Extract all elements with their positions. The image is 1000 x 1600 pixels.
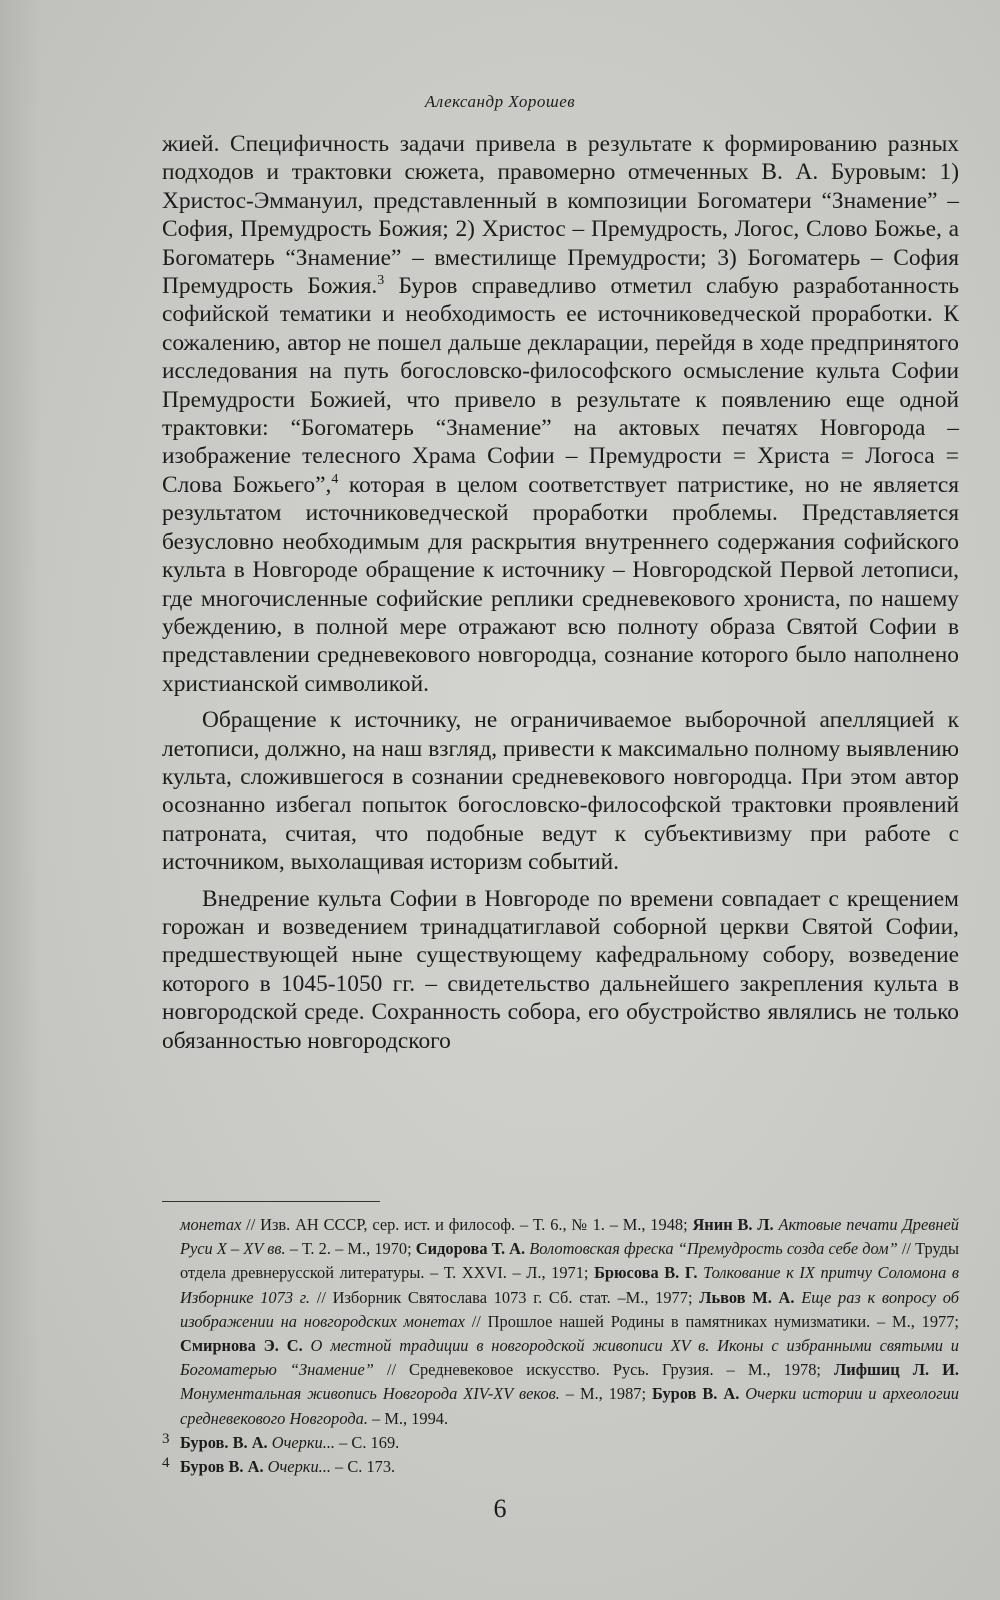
footnote-number: 4 bbox=[162, 1455, 170, 1472]
footnotes bbox=[162, 1213, 960, 1479]
page-gutter-shadow bbox=[0, 0, 40, 1600]
paragraph-3: Внедрение культа Софии в Новгороде по времени совпадает с крещением горожан и возведением тринадцатиглавой соборной церкви Святой Софии, предшествующей ныне существующему кафедральному собору, возведение которого в 1045-1050 гг. – свидетельство дальнейшего закрепления культа в новгородской среде. Сохранность собора, его обустройство являлись не только обязанностью новгородского bbox=[162, 885, 959, 1054]
footnote-number: 3 bbox=[162, 1430, 170, 1447]
footnote-4: 4 Буров В. А. Очерки... – С. 173. bbox=[180, 1455, 959, 1479]
footnote-ref-4: 4 bbox=[331, 472, 339, 488]
footnote-3: 3 Буров. В. А. Очерки... – С. 169. bbox=[180, 1431, 959, 1455]
main-text bbox=[162, 130, 959, 1063]
footnote-2-continuation: монетах // Изв. АН СССР, сер. ист. и философ. – Т. 6., № 1. – М., 1948; Янин В. Л. Актовые печати Древней Руси X – XV вв. – Т. 2. – М., 1970; Сидорова Т. А. Волотовская фреска “Премудрость созда себе дом” // Труды отдела древнерусской литературы. – Т. XXVI. – Л., 1971; Брюсова В. Г. Толкование к IX притчу Соломона в Изборнике 1073 г. // Изборник Святослава 1073 г. Сб. стат. –М., 1977; Львов М. А. Еще раз к вопросу об изображении на новгородских монетах // Прошлое нашей Родины в памятниках нумизматики. – М., 1977; Смирнова Э. С. О местной традиции в новгородской живописи XV в. Иконы с избранными святыми и Богоматерью “Знамение” // Средневековое искусство. Русь. Грузия. – М., 1978; Лифшиц Л. И. Монументальная живопись Новгорода XIV-XV веков. – М., 1987; Буров В. А. Очерки истории и археологии средневекового Новгорода. – М., 1994. bbox=[180, 1215, 960, 1428]
footnote-ref-3: 3 bbox=[377, 273, 385, 289]
running-header: Александр Хорошев bbox=[424, 92, 576, 111]
paragraph-1: жией. Специфичность задачи привела в результате к формированию разных подходов и трактовки сюжета, правомерно отмеченных В. А. Буровым: 1) Христос-Эммануил, представленный в композиции Богоматери “Знамение” – София, Премудрость Божия; 2) Христос – Премудрость, Логос, Слово Божье, а Богоматерь “Знамение” – вместилище Премудрости; 3) Богоматерь – София Премудрость Божия.$^3$ Буров справедливо отметил слабую разработанность софийской тематики и необходимость ее источниковедческой проработки. К сожалению, автор не пошел дальше декларации, перейдя в ходе предпринятого исследования на путь богословско-философского осмысление культа Софии Премудрости Божией, что привело в результате к появлению еще одной трактовки: “Богоматерь “Знамение” на актовых печатях Новгорода – изображение телесного Храма Софии – Премудрости = Христа = Логоса = Слова Божьего”,$^4$ которая в целом соответствует патристике, но не является результатом источниковедческой проработки проблемы. Представляется безусловно необходимым для раскрытия внутреннего содержания софийского культа в Новгороде обращение к источнику – Новгородской Первой летописи, где многочисленные софийские реплики средневекового хрониста, по нашему убеждению, в полной мере отражают всю полноту образа Святой Софии в представлении средневекового новгородца, сознание которого было наполнено христианской символикой. bbox=[162, 131, 960, 697]
page-number: 6 bbox=[493, 1494, 507, 1523]
footnote-separator bbox=[162, 1201, 380, 1202]
paragraph-2: Обращение к источнику, не ограничиваемое выборочной апелляцией к летописи, должно, на наш взгляд, привести к максимально полному выявлению культа, сложившегося в сознании средневекового новгородца. При этом автор осознанно избегал попыток богословско-философской трактовки проявлений патроната, считая, что подобные ведут к субъективизму при работе с источником, выхолащивая историзм событий. bbox=[162, 707, 959, 876]
